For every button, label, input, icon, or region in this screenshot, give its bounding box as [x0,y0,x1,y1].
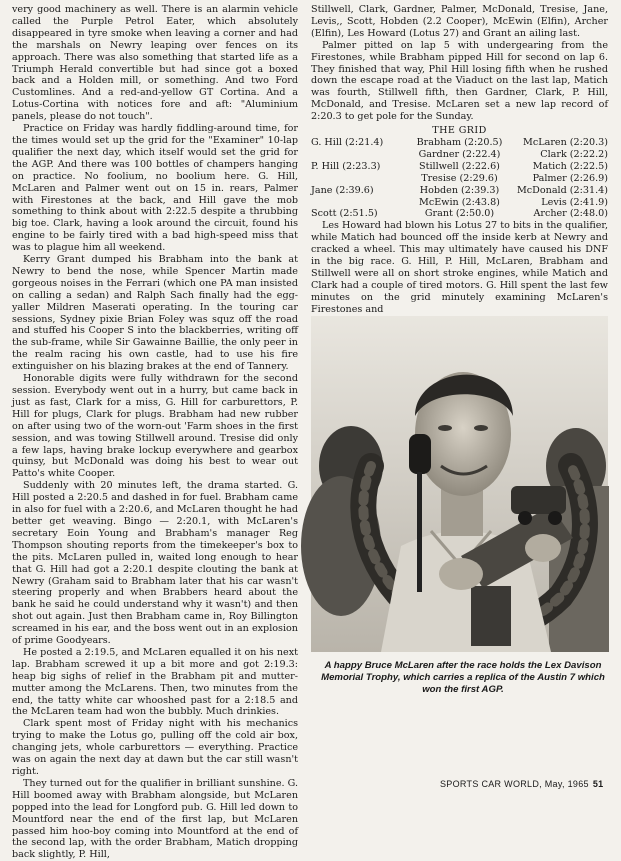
photo-caption: A happy Bruce McLaren after the race holds the Lex Davison Memorial Trophy, which carries a replica of the Austin 7 which won the first AGP. [321,660,605,695]
starting-grid-table [311,137,608,220]
grid-cell: Clark (2:22.2) [540,148,608,160]
grid-cell: Jane (2:39.6) [311,184,374,196]
paragraph: Clark spent most of Friday night with his mechanics trying to make the Lotus go, pulling off the cold air box, changing jets, whole carburettors — everything. Practice was on again the next day at dawn but the car still wasn't right. [12,718,298,777]
grid-row [311,137,608,149]
paragraph: Kerry Grant dumped his Brabham into the bank at Newry to bend the nose, while Spencer Martin made gorgeous noises in the Ferrari (which one PA man insisted on calling a sedan) and Ralph Sach finally had the egg-yaller Mildren Maserati operating. In the touring car sessions, Sydney pixie Brian Foley was squz off the road and stuffed his Cooper S into the blackberries, writing off the sub-frame, while Sir Gawainne Baillie, the only peer in the realm racing his own castle, had to use his fire extinguisher on his blazing brakes at the end of Tannery. [12,254,298,373]
grid-cell: Archer (2:48.0) [533,208,608,220]
paragraph: Stillwell, Clark, Gardner, Palmer, McDonald, Tresise, Jane, Levis,, Scott, Hobden (2.2 Cooper), McEwin (Elfin), Archer (Elfin), Les Howard (Lotus 27) and Grant an ailing last. [311,4,608,39]
grid-row [311,197,608,209]
grid-cell: Matich (2:22.5) [532,160,608,172]
paragraph: They turned out for the qualifier in brilliant sunshine. G. Hill boomed away with Brabham alongside, but McLaren popped into the lead for Longford pub. G. Hill led down to Mountford near the end of the first lap, but McLaren passed him hoo-boy coming into Mountford at the end of the second lap, with the order Brabham, Matich dropping back slightly, P. Hill, [12,777,298,861]
photo-illustration [311,316,608,652]
grid-cell: P. Hill (2:23.3) [311,160,381,172]
grid-cell: McLaren (2:20.3) [523,136,608,148]
paragraph: Suddenly with 20 minutes left, the drama started. G. Hill posted a 2:20.5 and dashed in for fuel. Brabham came in also for fuel with a 2:20.6, and McLaren thought he had better get weaving. Bingo — 2:20.1, with McLaren's secretary Eoin Young and Brabham's manager Reg Thompson shouting reports from the timekeeper's box to the pits. McLaren pulled in, waited long enough to hear that G. Hill had got a 2:20.1 despite clouting the bank at Newry (Graham said to Brabham later that his car wasn't steering properly and when Brabbers heard about the bank he said he could understand why it wasn't) and then shot out again. Just then Brabham came in, Roy Billington screamed in his ear, and the boss went out in an explosion of prime Goodyears. [12,480,298,647]
grid-row [311,208,608,220]
grid-cell: G. Hill (2:21.4) [311,136,384,148]
grid-cell [311,197,409,209]
paragraph: very good machinery as well. There is an alarmin vehicle called the Purple Petrol Eater, which absolutely disappeared in tyre smoke when leaving a corner and had the marshals on Newry leaping over fences on its approach. There was also something that started life as a Triumph Herald convertible but had since got a boxed back and a Holden mill, or something. And two Ford Customlines. And a red-and-yellow GT Cortina. And a Lotus-Cortina with notices fore and aft: "Aluminium panels, please do not touch". [12,4,298,123]
grid-cell: Tresise (2:29.6) [421,172,498,184]
paragraph: Honorable digits were fully withdrawn for the second session. Everybody went out in a hurry, but came back in just as fast, Clark for a miss, G. Hill for carburettors, P. Hill for plugs, Clark for plugs. Brabham had new rubber on after using two of the worn-out 'Farm shoes in the first session, and was towing Stillwell around. Tresise did only a few laps, having brake lockup everywhere and gearbox quinsy, but McDonald was doing his best to wear out Patto's white Cooper. [12,373,298,480]
grid-heading: THE GRID [432,125,487,137]
grid-cell: Gardner (2:22.4) [418,148,501,160]
page-number: 51 [592,779,604,789]
page-footer [440,779,615,789]
grid-cell [311,173,409,185]
grid-row [311,149,608,161]
grid-cell: McEwin (2:43.8) [419,196,500,208]
paragraph: He posted a 2:19.5, and McLaren equalled it on his next lap. Brabham screwed it up a bit more and got 2:19.3: heap big sighs of relief in the Brabham pit and mutter-mutter among the McLarens. Then, two minutes from the end, the tatty white car whooshed past for a 2:18.5 and the McLaren team had won the bubbly. Much drinkies. [12,646,298,718]
paragraph: Les Howard had blown his Lotus 27 to bits in the qualifier, while Matich had bounced off the inside kerb at Newry and cracked a wheel. This may ultimately have caused his DNF in the big race. G. Hill, P. Hill, McLaren, Brabham and Stillwell were all on short stroke engines, while Matich and Clark had a couple of tired motors. G. Hill spent the last few minutes on the grid minutely examining McLaren's Firestones and [311,220,608,315]
grid-cell: Hobden (2:39.3) [419,184,500,196]
grid-row [311,173,608,185]
grid-cell: McDonald (2:31.4) [516,184,608,196]
right-text-column [311,4,608,314]
left-text-column [12,4,298,861]
grid-row [311,185,608,197]
grid-cell: Stillwell (2:22.6) [419,160,500,172]
paragraph: Practice on Friday was hardly fiddling-around time, for the times would set up the grid for the "Examiner" 10-lap qualifier the next day, which itself would set the grid for the AGP. And there was 100 bottles of champers hanging on practice. No foolium, no boolium here. G. Hill, McLaren and Palmer went out on 15 in. rears, Palmer with Firestones at the back, and Hill gave the mob something to think about with 2:22.5 despite a thrubbing big toe. Clark, having a look around the circuit, found his engine to be fairly tired with a bad high-speed miss that was to plague him all weekend. [12,123,298,254]
paragraph: Palmer pitted on lap 5 with undergearing from the Firestones, while Brabham pipped Hill for second on lap 6. They finished that way, Phil Hill losing fifth when he rushed down the escape road at the Viaduct on the last lap, Matich was fourth, Stillwell fifth, then Gardner, Clark, P. Hill, McDonald, and Tresise. McLaren set a new lap record of 2:20.3 to get pole for the Sunday. [311,39,608,123]
grid-cell: Levis (2:41.9) [541,196,608,208]
grid-cell: Palmer (2:26.9) [532,172,608,184]
grid-cell [311,149,409,161]
grid-cell: Brabham (2:20.5) [416,136,503,148]
grid-cell: Scott (2:51.5) [311,208,378,220]
grid-row [311,161,608,173]
publication-info: SPORTS CAR WORLD, May, 1965 [440,779,589,789]
photo-of-driver-with-trophy [311,316,608,652]
grid-cell: Grant (2:50.0) [424,208,495,220]
